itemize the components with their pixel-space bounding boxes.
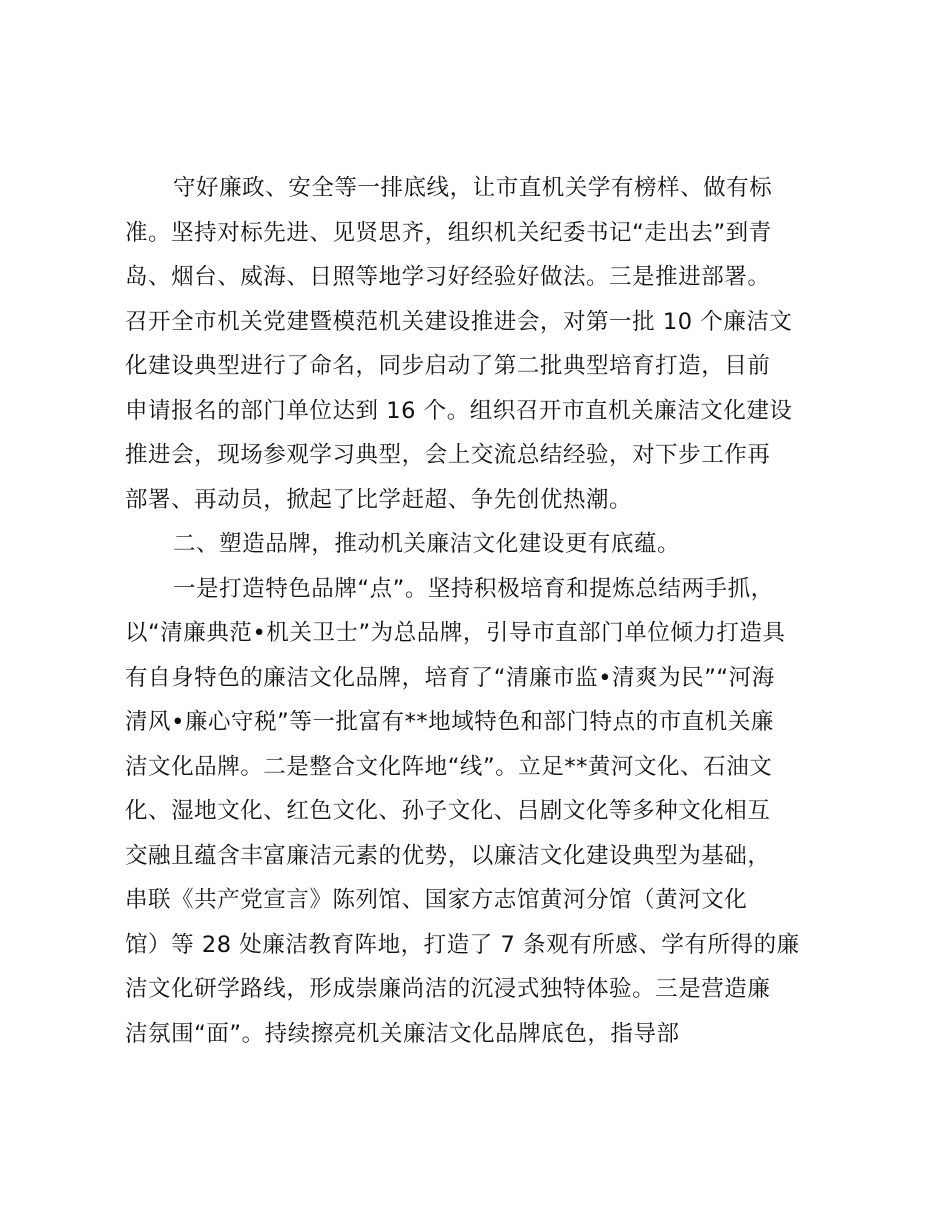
text-line-7: 推进会，现场参观学习典型，会上交流总结经验，对下步工作再	[125, 442, 771, 468]
text-line-17: 串联《共产党宣言》陈列馆、国家方志馆黄河分馆（黄河文化	[125, 887, 748, 913]
text-line-20: 洁氛围“面”。持续擦亮机关廉洁文化品牌底色，指导部	[125, 1020, 680, 1047]
text-line-10: 一是打造特色品牌“点”。坚持积极培育和提炼总结两手抓，	[173, 575, 774, 602]
text-line-16: 交融且蕴含丰富廉洁元素的优势，以廉洁文化建设典型为基础，	[125, 842, 771, 869]
text-line-3: 岛、烟台、威海、日照等地学习好经验好做法。三是推进部署。	[125, 264, 771, 290]
text-line-14: 洁文化品牌。二是整合文化阵地“线”。立足**黄河文化、石油文	[125, 753, 773, 780]
section-heading: 二、塑造品牌，推动机关廉洁文化建设更有底蕴。	[173, 531, 681, 557]
text-line-1: 守好廉政、安全等一排底线，让市直机关学有榜样、做有标	[173, 175, 773, 201]
text-line-18: 馆）等 28 处廉洁教育阵地，打造了 7 条观有所感、学有所得的廉	[125, 931, 800, 958]
text-line-6: 申请报名的部门单位达到 16 个。组织召开市直机关廉洁文化建设	[125, 397, 793, 424]
text-line-19: 洁文化研学路线，形成崇廉尚洁的沉浸式独特体验。三是营造廉	[125, 976, 771, 1002]
text-line-12: 有自身特色的廉洁文化品牌，培育了“清廉市监•清爽为民”“河海	[125, 664, 775, 691]
text-line-8: 部署、再动员，掀起了比学赶超、争先创优热潮。	[125, 486, 633, 513]
text-line-2: 准。坚持对标先进、见贤思齐，组织机关纪委书记“走出去”到青	[125, 219, 772, 246]
text-line-5: 化建设典型进行了命名，同步启动了第二批典型培育打造，目前	[125, 353, 771, 379]
text-line-15: 化、湿地文化、红色文化、孙子文化、吕剧文化等多种文化相互	[125, 798, 771, 824]
text-line-11: 以“清廉典范•机关卫士”为总品牌，引导市直部门单位倾力打造具	[125, 620, 786, 646]
text-line-13: 清风•廉心守税”等一批富有**地域特色和部门特点的市直机关廉	[125, 709, 774, 735]
document-body	[125, 166, 837, 1056]
text-line-4: 召开全市机关党建暨模范机关建设推进会，对第一批 10 个廉洁文	[125, 308, 793, 335]
